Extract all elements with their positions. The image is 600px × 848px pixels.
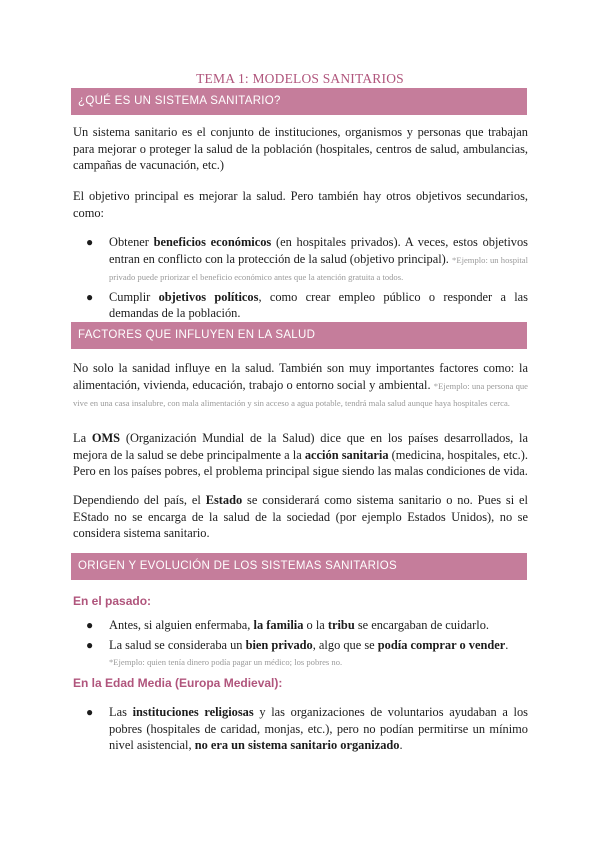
- bullet-icon: ●: [86, 289, 94, 304]
- subheading-pasado: En el pasado:: [73, 594, 152, 608]
- text: Cumplir: [109, 289, 159, 304]
- text: Las: [109, 705, 133, 719]
- example-note: *Ejemplo: una persona que vive en una casa insalubre, con mala alimentación y sin acceso a agua potable, tendrá mala salud aunque haya hospitales cerca.: [73, 380, 528, 409]
- bold-text: Estado: [205, 493, 243, 507]
- text: Obtener: [109, 235, 154, 249]
- text: Antes, si alguien enfermaba,: [109, 618, 254, 632]
- bold-text: no era un sistema sanitario organizado: [194, 738, 400, 753]
- text: o la: [303, 618, 328, 632]
- bold-text: beneficios económicos: [153, 235, 272, 249]
- paragraph-definition: Un sistema sanitario es el conjunto de instituciones, organismos y personas que trabajan para mejorar o proteger la salud de la población (hospitales, centros de salud, ambulancias, campañas de vacunación, etc.): [73, 125, 528, 173]
- bullet-icon: ●: [86, 618, 94, 632]
- edad-media-list: [73, 704, 528, 757]
- section-header-factores: FACTORES QUE INFLUYEN EN LA SALUD: [71, 322, 527, 349]
- text: (Organización Mundial de la Salud) dice que en los países desarrollados, la mejora de la salud se debe principalmente a la: [73, 431, 528, 462]
- paragraph-factors: [73, 360, 528, 412]
- list-item: [73, 289, 528, 322]
- list-item: [73, 617, 528, 634]
- bold-text: podía comprar o vender: [377, 637, 506, 652]
- paragraph-oms: [73, 430, 528, 480]
- paragraph-objective: El objetivo principal es mejorar la salud. Pero también hay otros objetivos secundarios, como:: [73, 189, 528, 220]
- text: Dependiendo del país, el: [73, 493, 206, 507]
- text: (en hospitales privados). A veces, estos objetivos entran en conflicto con la protección de la salud (objetivo principal).: [109, 235, 528, 266]
- paragraph-estado: [73, 492, 528, 542]
- bold-text: OMS: [91, 431, 121, 445]
- text: se considerará como sistema sanitario o no. Pues si el EStado no se encarga de la salud de la sociedad (por ejemplo Estados Unidos), no se considera sistema sanitario.: [73, 493, 528, 541]
- section-header-origen: ORIGEN Y EVOLUCIÓN DE LOS SISTEMAS SANITARIOS: [71, 553, 527, 580]
- text: No solo la sanidad influye en la salud. También son muy importantes factores como: la alimentación, vivienda, educación, trabajo o entorno social y ambiental.: [73, 361, 528, 392]
- list-item: [73, 637, 528, 671]
- bullet-icon: ●: [86, 637, 94, 652]
- page-title: TEMA 1: MODELOS SANITARIOS: [196, 71, 404, 86]
- text: y las organizaciones de voluntarios ayudaban a los pobres (hospitales de caridad, monjas, etc.), pero no podían permitirse un mínimo nivel asistencial,: [109, 705, 528, 753]
- pasado-list: [73, 617, 528, 674]
- subheading-edad-media: En la Edad Media (Europa Medieval):: [73, 676, 283, 690]
- text: La salud se consideraba un: [109, 637, 246, 652]
- objectives-list: [73, 234, 528, 325]
- bold-text: instituciones religiosas: [132, 705, 254, 719]
- bullet-icon: ●: [86, 705, 94, 719]
- text: , como crear empleo público o responder a las demandas de la población.: [109, 289, 529, 321]
- bullet-icon: ●: [86, 235, 94, 249]
- example-note: *Ejemplo: un hospital privado puede priorizar el beneficio económico antes que la atención gratuita a todos.: [109, 254, 528, 283]
- text: se encargaban de cuidarlo.: [354, 618, 490, 632]
- bold-text: objetivos políticos: [158, 289, 259, 304]
- text: .: [399, 738, 403, 753]
- list-item: [73, 704, 528, 754]
- text: , algo que se: [312, 637, 378, 652]
- example-note: *Ejemplo: quien tenía dinero podía pagar un médico; los pobres no.: [109, 657, 343, 668]
- list-item: [73, 234, 528, 286]
- text: .: [505, 637, 509, 652]
- text: La: [73, 431, 92, 445]
- section-header-que-es: ¿QUÉ ES UN SISTEMA SANITARIO?: [71, 88, 527, 115]
- bold-text: acción sanitaria: [304, 447, 389, 462]
- text: (medicina, hospitales, etc.). Pero en los países pobres, el problema principal sigue siendo las malas condiciones de vida.: [73, 447, 528, 479]
- bold-text: la familia: [253, 618, 304, 632]
- bold-text: tribu: [327, 618, 355, 632]
- bold-text: bien privado: [245, 637, 313, 652]
